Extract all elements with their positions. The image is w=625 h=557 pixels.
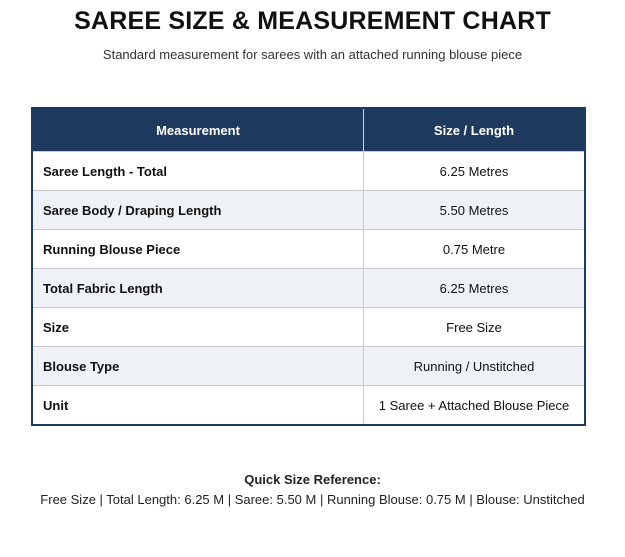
measurement-cell: Unit xyxy=(32,386,364,426)
column-header-measurement: Measurement xyxy=(32,108,364,152)
measurement-cell: Running Blouse Piece xyxy=(32,230,364,269)
measurement-cell: Total Fabric Length xyxy=(32,269,364,308)
table-header-row xyxy=(32,108,585,152)
table-row xyxy=(32,152,585,191)
table-row xyxy=(32,191,585,230)
measurement-cell: Blouse Type xyxy=(32,347,364,386)
measurement-table xyxy=(31,107,586,426)
value-cell: 0.75 Metre xyxy=(364,230,586,269)
quick-reference-heading: Quick Size Reference: xyxy=(244,472,381,487)
value-cell: Free Size xyxy=(364,308,586,347)
table-row xyxy=(32,308,585,347)
measurement-cell: Saree Body / Draping Length xyxy=(32,191,364,230)
page-subtitle: Standard measurement for sarees with an attached running blouse piece xyxy=(102,47,523,62)
table-row xyxy=(32,269,585,308)
column-header-size-length: Size / Length xyxy=(364,108,586,152)
page-title: SAREE SIZE & MEASUREMENT CHART xyxy=(74,7,551,35)
value-cell: Running / Unstitched xyxy=(364,347,586,386)
value-cell: 1 Saree + Attached Blouse Piece xyxy=(364,386,586,426)
measurement-cell: Size xyxy=(32,308,364,347)
value-cell: 6.25 Metres xyxy=(364,269,586,308)
value-cell: 5.50 Metres xyxy=(364,191,586,230)
quick-reference-text: Free Size | Total Length: 6.25 M | Saree: 5.50 M | Running Blouse: 0.75 M | Blouse: Unstitched xyxy=(40,492,585,507)
measurement-cell: Saree Length - Total xyxy=(32,152,364,191)
table-row xyxy=(32,347,585,386)
table-row xyxy=(32,386,585,426)
value-cell: 6.25 Metres xyxy=(364,152,586,191)
table-row xyxy=(32,230,585,269)
